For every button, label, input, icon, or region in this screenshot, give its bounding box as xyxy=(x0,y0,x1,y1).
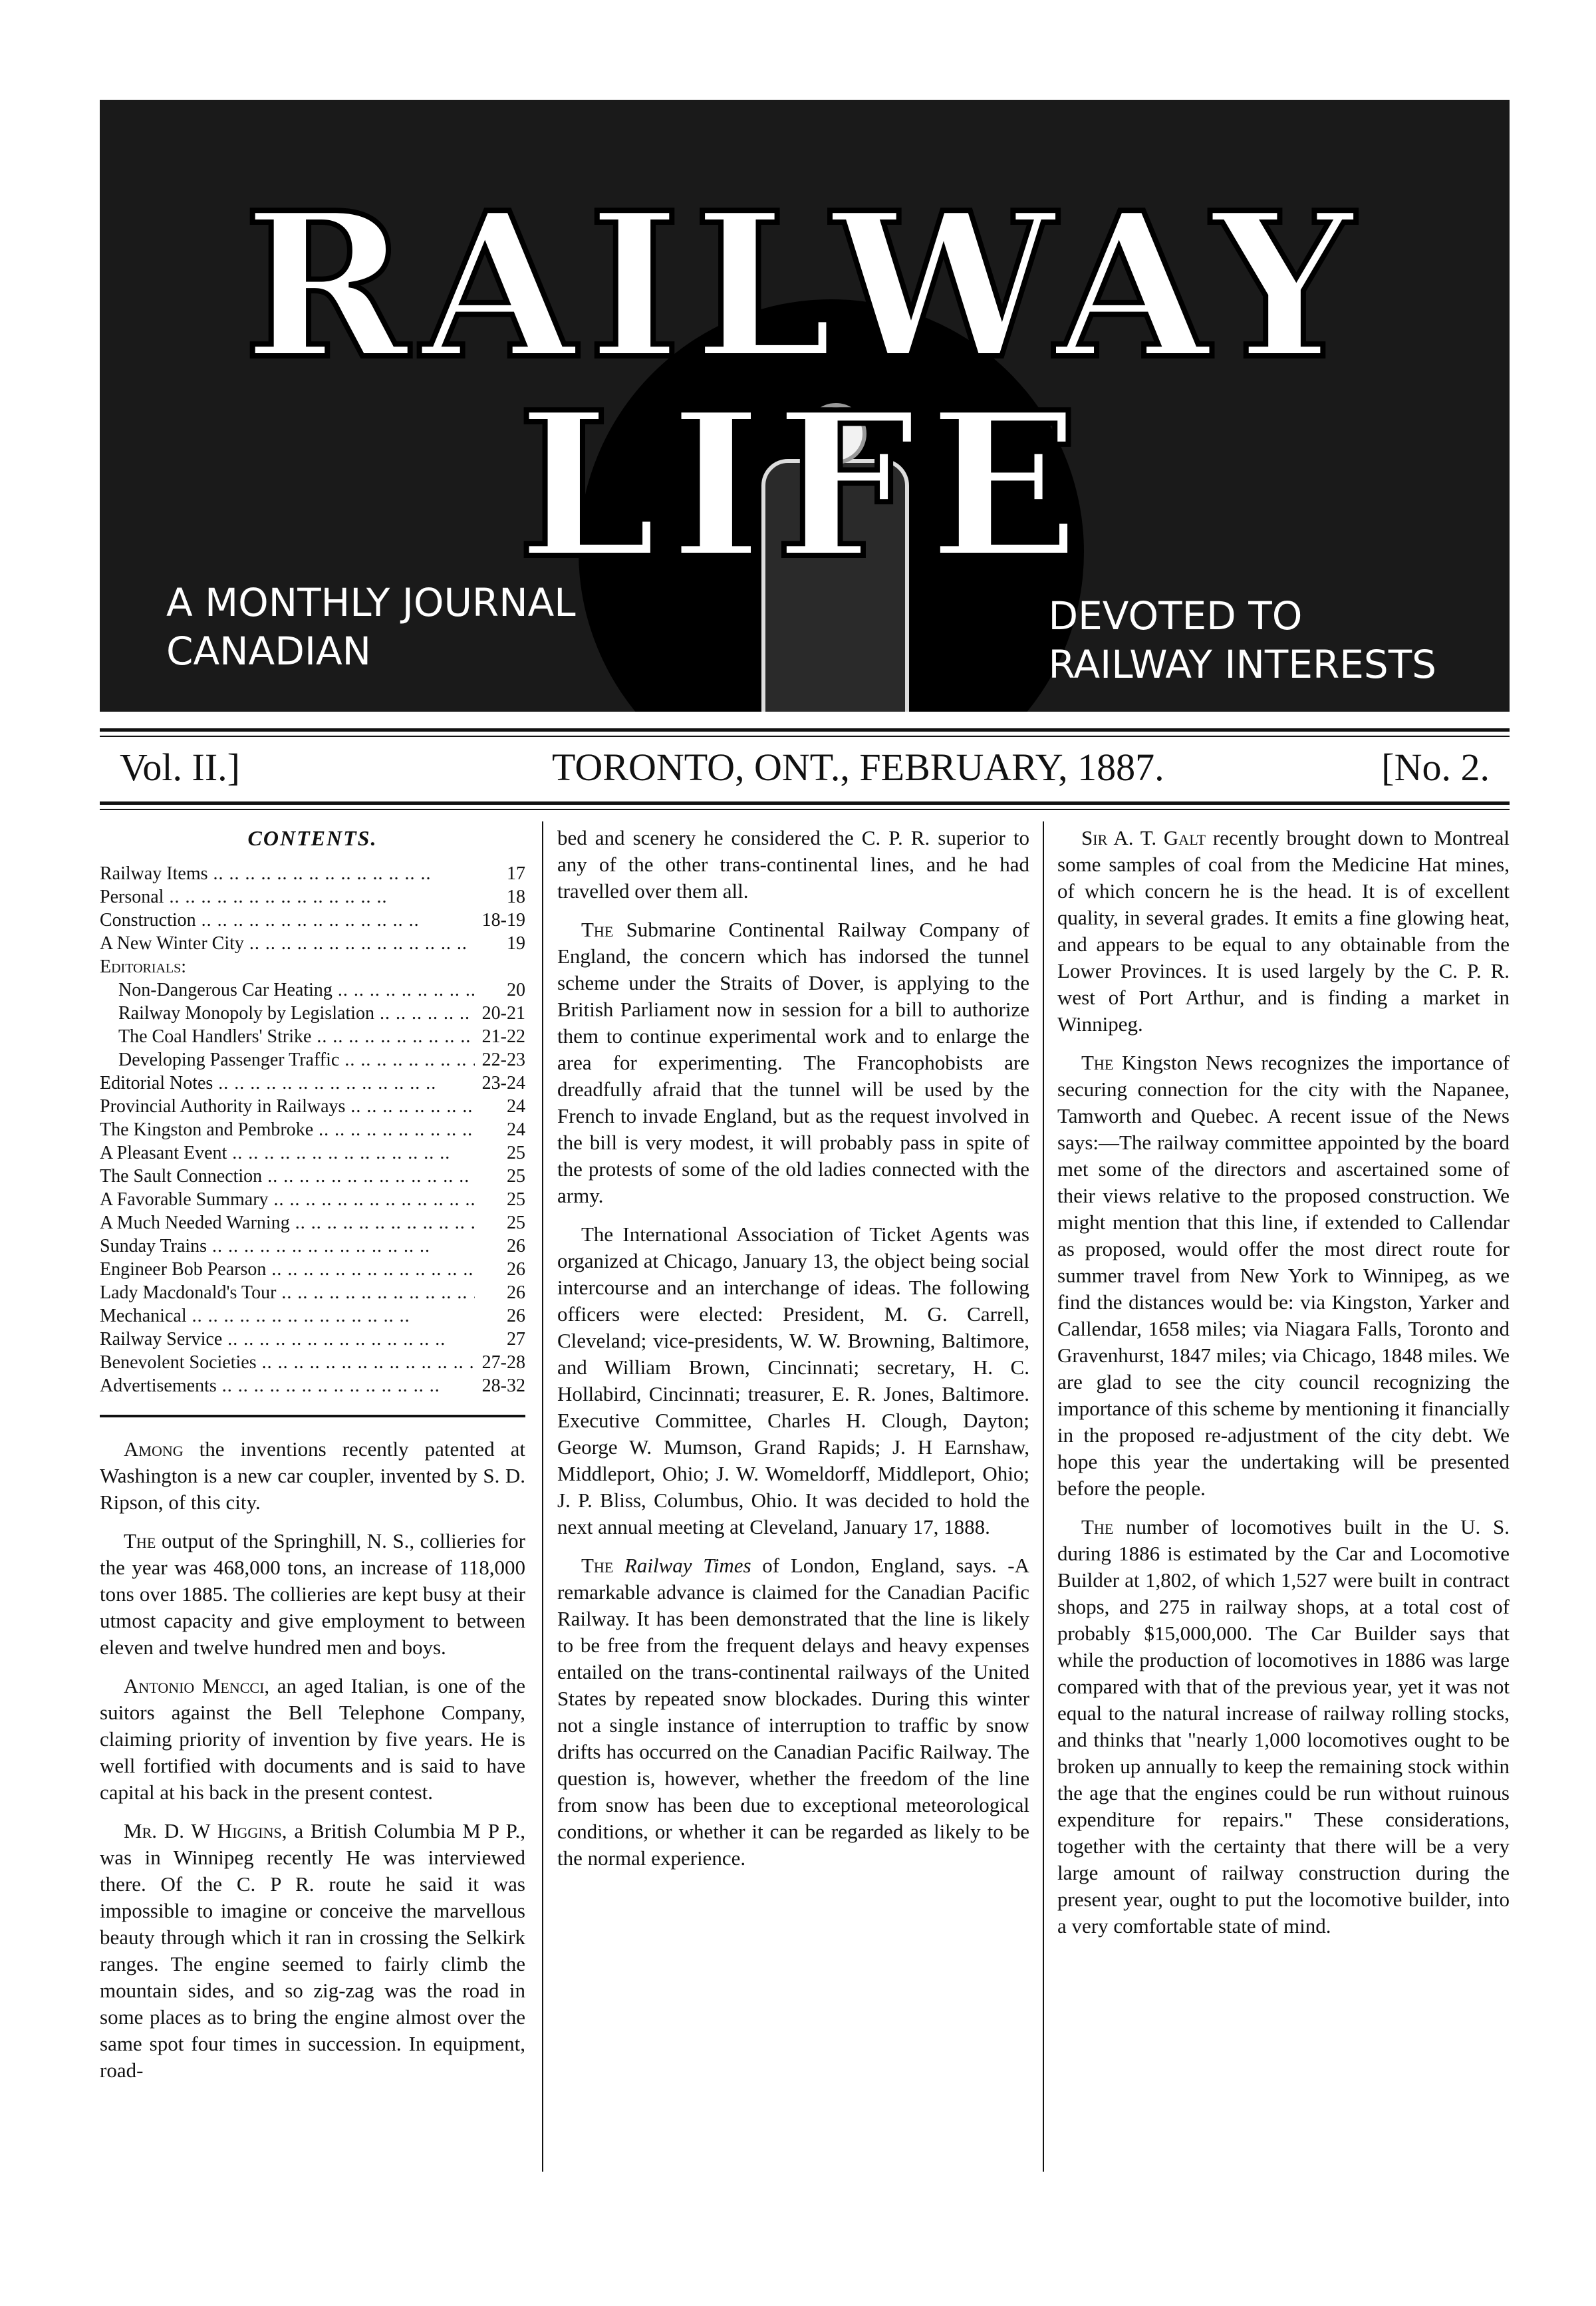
article-paragraph: The Submarine Continental Railway Company of England, the concern which has indorsed the tunnel scheme under the Straits of Dover, is applying to the British Parliament now in session for a bill to authorize them to continue experimental work and to enlarge the area for experimenting. The Francophobists are dreadfully afraid that the tunnel will be used by the French to invade England, but as the request involved in the bill is very modest, it will probably pass in spite of the protests of some of the old ladies connected with the army. xyxy=(557,918,1029,1207)
contents-item-page: 22-23 xyxy=(481,1050,525,1070)
tagline-right-line-2: RAILWAY INTERESTS xyxy=(1048,641,1436,687)
contents-item-label: Developing Passenger Traffic .. .. xyxy=(100,1048,475,1072)
contents-item-label: Engineer Bob Pearson .. .. xyxy=(100,1258,475,1281)
issue-rule xyxy=(100,801,1510,805)
masthead-title: RAILWAY LIFE xyxy=(243,168,1367,603)
contents-item-label: Railway Items .. .. xyxy=(100,862,475,885)
contents-item xyxy=(100,1072,525,1095)
article-paragraph: The Railway Times of London, England, says. -A remarkable advance is claimed for the Canadian Pacific Railway. It has been demonstrated that the line is likely to be free from the frequent delays and heavy expenses entailed on the trans-continental railways of the United States by repeated snow blockades. During this winter not a single instance of interruption to traffic by snow drifts has occurred on the Canadian Pacific Railway. The question is, however, whether the freedom of the line from snow has been due to exceptional meteorological conditions, or whether it can be regarded as likely to be the normal experience. xyxy=(557,1554,1029,1870)
contents-item-label: A New Winter City .. .. xyxy=(100,932,475,955)
article-paragraph: Among the inventions recently patented at Washington is a new car coupler, invented by S. D. Ripson, of this city. xyxy=(100,1437,525,1514)
contents-title: CONTENTS. xyxy=(247,826,378,850)
contents-item xyxy=(100,1328,525,1351)
top-rule-thin xyxy=(100,736,1510,737)
contents-item-page: 23-24 xyxy=(481,1073,525,1093)
contents-item-page: 17 xyxy=(507,863,525,884)
contents-item-page: 26 xyxy=(507,1236,525,1256)
contents-item xyxy=(100,1374,525,1397)
contents-item-label: Railway Service .. .. xyxy=(100,1328,475,1351)
contents-item-page: 25 xyxy=(507,1166,525,1187)
contents-item-page: 26 xyxy=(507,1282,525,1303)
contents-item-label: The Sault Connection .. .. xyxy=(100,1165,475,1188)
article-paragraph: bed and scenery he considered the C. P. R. superior to any of the other trans-continental lines, and he had travelled over them all. xyxy=(557,826,1029,903)
contents-item-label: Benevolent Societies .. .. xyxy=(100,1351,475,1374)
contents-item xyxy=(100,1025,525,1048)
contents-item-page: 18-19 xyxy=(481,910,525,931)
contents-item-label: Editorials: xyxy=(100,956,187,977)
issue-rule-thin xyxy=(100,809,1510,810)
contents-item xyxy=(100,1141,525,1165)
contents-item xyxy=(100,1304,525,1328)
contents-item xyxy=(100,1188,525,1211)
contents-item-page: 21-22 xyxy=(481,1026,525,1047)
contents-list xyxy=(100,862,525,1397)
contents-item-page: 26 xyxy=(507,1306,525,1326)
article-paragraph: The output of the Springhill, N. S., collieries for the year was 468,000 tons, an increase of 118,000 tons over 1885. The collieries are kept busy at their utmost capacity and give employment to between eleven and twelve hundred men and boys. xyxy=(100,1529,525,1659)
contents-item-page: 25 xyxy=(507,1213,525,1233)
contents-item-page: 20 xyxy=(507,980,525,1000)
contents-item xyxy=(100,909,525,932)
contents-item xyxy=(100,955,525,978)
contents-item xyxy=(100,1048,525,1072)
masthead-banner xyxy=(100,100,1510,712)
column-3 xyxy=(1057,825,1510,1951)
contents-item-label: Mechanical .. .. xyxy=(100,1304,475,1328)
contents-item-label: Personal .. .. xyxy=(100,885,475,909)
contents-item-label: A Much Needed Warning .. .. xyxy=(100,1211,475,1234)
contents-item-label: Lady Macdonald's Tour .. .. xyxy=(100,1281,475,1304)
contents-item-page: 25 xyxy=(507,1143,525,1163)
article-paragraph: The number of locomotives built in the U. S. during 1886 is estimated by the Car and Locomotive Builder at 1,802, of which 1,527 were built in contract shops, and 275 in railway shops, at a total cost of probably $15,000,000. The Car Builder says that while the production of locomotives in 1886 was large compared with that of the previous year, yet it was not equal to the natural increase of railway rolling stocks, and thinks that "nearly 1,000 locomotives ought to be broken up annually to keep the remaining stock within the age that the engines could be run without ruinous expenditure for repairs." These considerations, together with the certainty that there will be a very large amount of railway construction during the present year, ought to put the locomotive builder, into a very comfortable state of mind. xyxy=(1057,1515,1510,1938)
masthead-tagline-left xyxy=(166,579,576,675)
contents-item-label: Railway Monopoly by Legislation .. .. xyxy=(100,1002,475,1025)
contents-item-label: The Kingston and Pembroke .. .. xyxy=(100,1118,475,1141)
contents-item xyxy=(100,1211,525,1234)
article-paragraph: The Kingston News recognizes the importance of securing connection for the city with the Napanee, Tamworth and Quebec. A recent issue of the News says:—The railway committee appointed by the board met some of the directors and ascertained some of their views relative to the proposed construction. We might mention that this line, if extended to Callendar as proposed, would offer the most direct route for summer travel from New York to Winnipeg, as we find the distances would be: via Kingston, Yarker and Callendar, 1658 miles; via Niagara Falls, Toronto and Gravenhurst, 1847 miles; via Chicago, 1848 miles. We are glad to see the city council recognizing the importance of this scheme by mentioning it financially in the proposed re-adjustment of the city debt. We hope this year the undertaking will be presented before the people. xyxy=(1057,1051,1510,1500)
issue-number: [No. 2. xyxy=(1381,746,1490,789)
tagline-right-line-1: DEVOTED TO xyxy=(1048,593,1303,639)
contents-item xyxy=(100,1234,525,1258)
top-rule xyxy=(100,728,1510,732)
contents-item-page: 24 xyxy=(507,1119,525,1140)
contents-item-label: Construction .. .. xyxy=(100,909,475,932)
contents-item-label: Provincial Authority in Railways .. .. xyxy=(100,1095,475,1118)
masthead-tagline-right xyxy=(1048,592,1436,688)
contents-item-label: A Pleasant Event .. .. xyxy=(100,1141,475,1165)
contents-item-page xyxy=(475,955,525,978)
article-paragraph: Antonio Menccі, an aged Italian, is one of the suitors against the Bell Telephone Company, claiming priority of invention by five years. He is well fortified with documents and is said to have capital at his back in the present contest. xyxy=(100,1674,525,1804)
contents-rule xyxy=(100,1415,525,1417)
contents-item xyxy=(100,1165,525,1188)
contents-item-label: The Coal Handlers' Strike .. .. xyxy=(100,1025,475,1048)
contents-item xyxy=(100,932,525,955)
contents-item-label: A Favorable Summary .. .. xyxy=(100,1188,475,1211)
contents-item-label: Advertisements .. .. xyxy=(100,1374,475,1397)
tagline-left-line-1: A MONTHLY JOURNAL xyxy=(166,580,576,625)
article-paragraph: The International Association of Ticket Agents was organized at Chicago, January 13, the object being social intercourse and an interchange of ideas. The following officers were elected: President, M. G. Carrell, Cleveland; vice-presidents, W. W. Browning, Baltimore, and William Brown, Cincinnati; secretary, H. C. Hollabird, Cincinnati; treasurer, E. R. Jones, Baltimore. Executive Committee, Charles H. Clough, Dayton; George W. Mumson, Grand Rapids; J. H Earnshaw, Middleport, Ohio; J. W. Womeldorff, Middleport, Ohio; J. P. Bliss, Columbus, Ohio. It was decided to hold the next annual meeting at Cleveland, January 17, 1888. xyxy=(557,1223,1029,1538)
contents-item-page: 25 xyxy=(507,1189,525,1210)
column-2 xyxy=(557,825,1029,1884)
contents-item-page: 19 xyxy=(507,933,525,954)
contents-item xyxy=(100,1002,525,1025)
article-paragraph: Sir A. T. Galt recently brought down to Montreal some samples of coal from the Medicine Hat mines, of which concern he is the head. It is of excellent quality, in several grades. It emits a fine glowing heat, and appears to be equal to any obtainable from the Lower Provinces. It is used largely by the C. P. R. west of Port Arthur, and is finding a market in Winnipeg. xyxy=(1057,826,1510,1036)
contents-item-page: 28-32 xyxy=(481,1375,525,1396)
contents-item xyxy=(100,862,525,885)
place-date: TORONTO, ONT., FEBRUARY, 1887. xyxy=(552,746,1164,789)
contents-item xyxy=(100,1281,525,1304)
contents-item-label: Non-Dangerous Car Heating .. .. xyxy=(100,978,475,1002)
tagline-left-line-2: CANADIAN xyxy=(166,628,372,674)
contents-item-page: 26 xyxy=(507,1259,525,1280)
column-1 xyxy=(100,825,525,2096)
contents-item xyxy=(100,1258,525,1281)
contents-item xyxy=(100,978,525,1002)
contents-item xyxy=(100,1351,525,1374)
volume-label: Vol. II.] xyxy=(120,746,240,789)
contents-item-page: 27-28 xyxy=(481,1352,525,1373)
column-separator xyxy=(1043,821,1044,2172)
contents-item-label: Editorial Notes .. .. xyxy=(100,1072,475,1095)
contents-item-page: 18 xyxy=(507,887,525,907)
article-paragraph: Mr. D. W Higgins, a British Columbia M P P., was in Winnipeg recently He was interviewed there. Of the C. P R. route he said it was impossible to imagine or conceive the marvellous beauty through which it ran in crossing the Selkirk ranges. The engine seemed to fairly climb the mountain sides, and so zig-zag was the road in some places as to bring the engine almost over the same spot four times in succession. In equipment, road- xyxy=(100,1819,525,2082)
column-separator xyxy=(542,821,543,2172)
contents-item-page: 24 xyxy=(507,1096,525,1117)
contents-item-page: 20-21 xyxy=(481,1003,525,1024)
issue-line xyxy=(120,745,1490,798)
contents-item xyxy=(100,1095,525,1118)
contents-item-page: 27 xyxy=(507,1329,525,1350)
contents-item-label: Sunday Trains .. .. xyxy=(100,1234,475,1258)
contents-item xyxy=(100,885,525,909)
contents-item xyxy=(100,1118,525,1141)
